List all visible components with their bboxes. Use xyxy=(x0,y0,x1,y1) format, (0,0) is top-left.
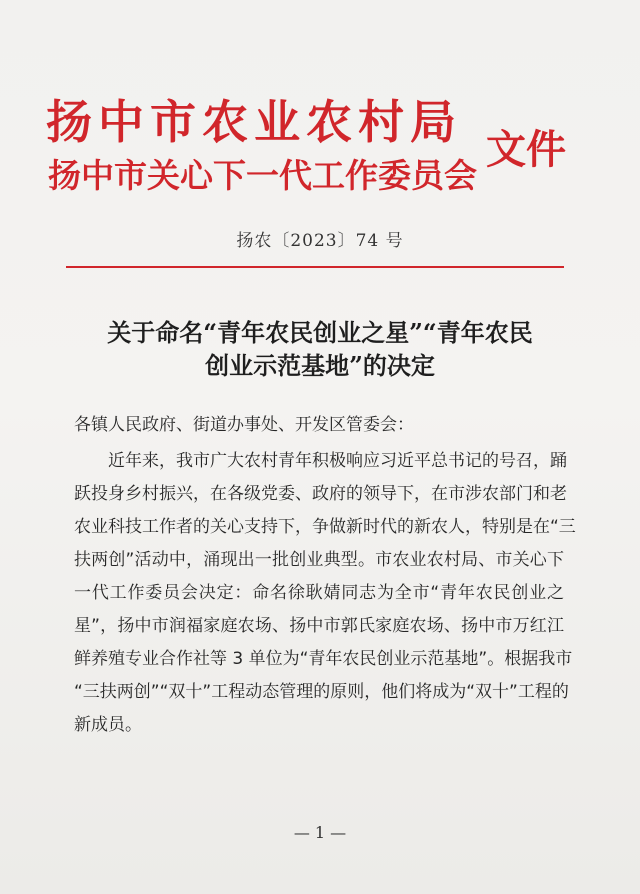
paragraph-line: 扶两创”活动中，涌现出一批创业典型。市农业农村局、市关心下 xyxy=(74,550,564,570)
red-divider-line xyxy=(66,266,564,268)
paragraph-line: 鲜养殖专业合作社等 3 单位为“青年农民创业示范基地”。根据我市 xyxy=(74,649,573,669)
salutation: 各镇人民政府、街道办事处、开发区管委会： xyxy=(74,415,414,435)
paragraph-line: 跃投身乡村振兴，在各级党委、政府的领导下，在市涉农部门和老 xyxy=(74,484,567,504)
paragraph-line: 新成员。 xyxy=(74,715,142,735)
issuing-org-name-1: 扬中市农业农村局 xyxy=(46,95,462,149)
paragraph-line: 农业科技工作者的关心支持下，争做新时代的新农人，特别是在“三 xyxy=(74,517,576,537)
paragraph-line: 近年来，我市广大农村青年积极响应习近平总书记的号召，踊 xyxy=(108,451,567,471)
paragraph-line: “三扶两创”“双十”工程动态管理的原则，他们将成为“双十”工程的 xyxy=(74,682,569,702)
document-title-line-1: 关于命名“青年农民创业之星”“青年农民 xyxy=(107,318,533,347)
paragraph-line: 星”，扬中市润福家庭农场、扬中市郭氏家庭农场、扬中市万红江 xyxy=(74,616,564,636)
page-number: — 1 — xyxy=(293,823,347,842)
document-title-line-2: 创业示范基地”的决定 xyxy=(205,351,435,380)
document-number: 扬农〔2023〕74 号 xyxy=(236,231,404,251)
issuing-org-name-2: 扬中市关心下一代工作委员会 xyxy=(48,156,477,195)
document-type-label: 文件 xyxy=(486,126,566,173)
paragraph-line: 一代工作委员会决定：命名徐耿婧同志为全市“青年农民创业之 xyxy=(74,583,564,603)
